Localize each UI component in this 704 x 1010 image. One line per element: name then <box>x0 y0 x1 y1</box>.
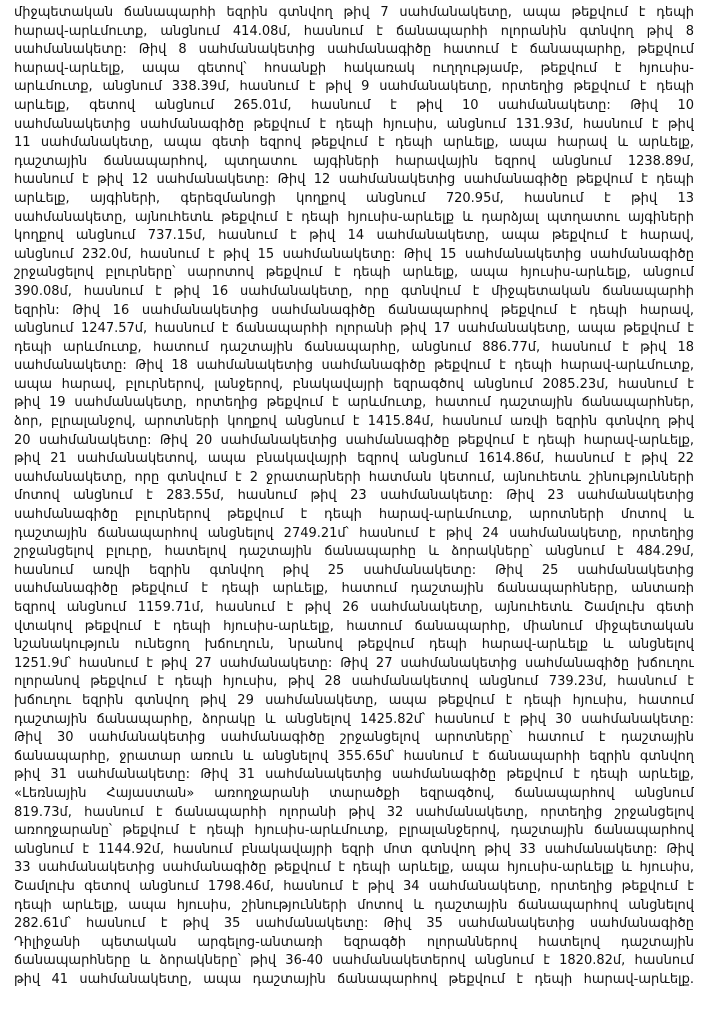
text-line: սահմանակետը: Թիվ 18 սահմանակետից սահմանագիծը թեքվում է դեպի հարավ-արևմուտք, <box>14 358 694 374</box>
text-line: դաշտային ճանապարհը, ձորակը և անցնելով 1425.82մ՝ հասնում է թիվ 30 սահմանակետը: <box>14 711 694 727</box>
text-line: Շամլուխ գետով անցնում 1798.46մ, հասնում է թիվ 34 սահմանակետը, որտեղից թեքվում է <box>14 878 694 894</box>
text-line: առողջարանը՝ թեքվում է դեպի հյուսիս-արևմուտք, բլրալանջերով, դաշտային ճանապարհով <box>14 823 694 839</box>
text-line: խճուղու եզրին գտնվող թիվ 29 սահմանակետը, ապա թեքվում է դեպի հյուսիս, հատում <box>14 692 694 708</box>
text-line: թիվ 41 սահմանակետը, ապա դաշտային ճանապարհով թեքվում է դեպի հարավ-արևելք. <box>14 971 694 987</box>
text-line: հարավ-արևելք, ապա գետով՝ հոսանքի հակառակ ուղղությամբ, թեքվում է հյուսիս- <box>14 60 694 76</box>
text-line: ճանապարհը, ջրատար առուն և անցնելով 355.65մ՝ հասնում է ճանապարհի եզրին գտնվող <box>14 748 694 764</box>
text-line: 20 սահմանակետը: Թիվ 20 սահմանակետից սահմանագիծը թեքվում է դեպի հարավ-արևելք, <box>14 432 694 448</box>
text-line: արևելք, գետով անցնում 265.01մ, հասնում է թիվ 10 սահմանակետը: Թիվ 10 <box>14 97 694 113</box>
text-line: սահմանակետից սահմանագիծը թեքվում է դեպի հյուսիս, անցնում 131.93մ, հասնում է թիվ <box>14 116 694 132</box>
text-line: սահմանակետը, որը գտնվում է 2 ջրատարների հատման կետում, այնուհետև շինությունների <box>14 469 694 485</box>
text-line: Թիվ 30 սահմանակետից սահմանագիծը շրջանցելով արոտները՝ հատում է դաշտային <box>14 730 694 746</box>
text-line: թիվ 31 սահմանակետը: Թիվ 31 սահմանակետից սահմանագիծը թեքվում է դեպի արևելք, <box>14 767 694 783</box>
text-line: «Լեռնային Հայաստան» առողջարանի տարածքի եզրագծով, ճանապարհով անցնում <box>14 785 694 801</box>
text-line: թիվ 19 սահմանակետը, որտեղից թեքվում է արևմուտք, հատում դաշտային ճանապարհներ, <box>14 395 694 411</box>
text-line: 33 սահմանակետից սահմանագիծը թեքվում է դեպի արևելք, ապա հյուսիս-արևելք և հյուսիս, <box>14 860 694 876</box>
text-line: դաշտային ճանապարհով, պտղատու այգիների հարավային եզրով անցնում 1238.89մ, <box>14 153 694 169</box>
text-line: ապա հարավ, բլուրներով, լանջերով, բնակավայրի եզրագծով անցնում 2085.23մ, հասնում է <box>14 376 694 392</box>
text-line: անցնում 1247.57մ, հասնում է ճանապարհի ոլորանի թիվ 17 սահմանակետը, ապա թեքվում է <box>14 321 694 337</box>
text-line: 819.73մ, հասնում է ճանապարհի ոլորանի թիվ 32 սահմանակետը, որտեղից շրջանցելով <box>14 804 694 820</box>
text-line: եզրին: Թիվ 16 սահմանակետից սահմանագիծը ճանապարհով թեքվում է դեպի հարավ, <box>14 302 694 318</box>
text-line: անցնում է 1144.92մ, հասնում բնակավայրի եզրի մոտ գտնվող թիվ 33 սահմանակետը: Թիվ <box>14 841 694 857</box>
text-line: 390.08մ, հասնում է թիվ 16 սահմանակետը, որը գտնվում է միջպետական ճանապարհի <box>14 283 694 299</box>
text-line: կողքով անցնում 737.15մ, հասնում է թիվ 14 սահմանակետը, ապա թեքվում է հարավ, <box>14 228 694 244</box>
text-line: նշանակություն ունեցող խճուղուն, նրանով թեքվում դեպի հարավ-արևելք և անցնելով <box>14 637 694 653</box>
document-body <box>14 4 694 989</box>
text-line: անցնում 232.0մ, հասնում է թիվ 15 սահմանակետը: Թիվ 15 սահմանակետից սահմանագիծը <box>14 246 694 262</box>
text-line: դաշտային ճանապարհով անցնելով 2749.21մ՝ հասնում է թիվ 24 սահմանակետը, որտեղից <box>14 525 694 541</box>
text-line: սահմանակետը, այնուհետև թեքվում է դեպի հյուսիս-արևելք և դարձյալ պտղատու այգիների <box>14 209 694 225</box>
text-line: հասնում է թիվ 12 սահմանակետը: Թիվ 12 սահմանակետից սահմանագիծը թեքվում է դեպի <box>14 172 694 188</box>
text-line: սահմանակետը: Թիվ 8 սահմանակետից սահմանագիծը հատում է ճանապարհը, թեքվում <box>14 42 694 58</box>
text-line: 1251.9մ՝ հասնում է թիվ 27 սահմանակետը: Թիվ 27 սահմանակետից սահմանագիծը խճուղու <box>14 655 694 671</box>
text-line: սահմանագիծը բլուրներով թեքվում է դեպի հարավ-արևմուտք, արոտների մոտով և <box>14 507 694 523</box>
text-line: շրջանցելով բլուրը, հատելով դաշտային ճանապարհը և ձորակները՝ անցնում է 484.29մ, <box>14 544 694 560</box>
text-line: վտակով թեքվում է դեպի հյուսիս-արևելք, հատում ճանապարհը, միանում միջպետական <box>14 618 694 634</box>
text-line: շրջանցելով բլուրները՝ սարոտով թեքվում է դեպի արևելք, ապա հյուսիս-արևելք, անցում <box>14 265 694 281</box>
text-line: արևելք, այգիների, գերեզմանոցի կողքով անցնում 720.95մ, հասնում է թիվ 13 <box>14 190 694 206</box>
text-line: մոտով անցնում է 283.55մ, հասնում թիվ 23 սահմանակետը: Թիվ 23 սահմանակետից <box>14 488 694 504</box>
text-line: սահմանագիծը թեքվում է դեպի արևելք, հատում դաշտային ճանապարհները, անտառի <box>14 581 694 597</box>
text-line: ճանապարհները և ձորակները՝ թիվ 36-40 սահմանակետերով անցնում է 1820.82մ, հասնում <box>14 953 694 969</box>
text-line: հասնում առվի եզրին գտնվող թիվ 25 սահմանակետը: Թիվ 25 սահմանակետից <box>14 562 694 578</box>
text-line: միջպետական ճանապարհի եզրին գտնվող թիվ 7 սահմանակետը, ապա թեքվում է դեպի <box>14 5 694 20</box>
text-line: եզրով անցնում 1159.71մ, հասնում է թիվ 26 սահմանակետը, այնուհետև Շամլուխ գետի <box>14 600 694 615</box>
text-line: արևմուտք, անցնում 338.39մ, հասնում է թիվ 9 սահմանակետը, որտեղից թեքվում է դեպի <box>14 79 694 95</box>
text-line: հարավ-արևմուտք, անցնում 414.08մ, հասնում է ճանապարհի ոլորանին գտնվող թիվ 8 <box>14 23 694 39</box>
text-line: դեպի արևելք, ապա հյուսիս, շինությունների մոտով և դաշտային ճանապարհով անցնելով <box>14 897 694 913</box>
text-line: թիվ 21 սահմանակետով, ապա բնակավայրի եզրով անցնում 1614.86մ, հասնում է թիվ 22 <box>14 451 694 467</box>
text-line: 282.61մ՝ հասնում է թիվ 35 սահմանակետը: Թիվ 35 սահմանակետից սահմանագիծը <box>14 916 694 932</box>
text-line: ոլորանով թեքվում է դեպի հյուսիս, թիվ 28 սահմանակետով անցնում 739.23մ, հասնում է <box>14 674 694 690</box>
text-line: ձոր, բլրալանջով, արոտների կողքով անցնում է 1415.84մ, հասնում առվի եզրին գտնվող թիվ <box>14 414 694 430</box>
text-line: 11 սահմանակետը, ապա գետի եզրով թեքվում է դեպի արևելք, ապա հարավ և արևելք, <box>14 135 694 151</box>
text-line: դեպի արևմուտք, հատում դաշտային ճանապարհը, անցնում 886.77մ, հասնում է թիվ 18 <box>14 339 694 355</box>
text-line: Դիլիջանի պետական արգելոց-անտառի եզրագծի ոլորաններով հատելով դաշտային <box>14 934 694 950</box>
